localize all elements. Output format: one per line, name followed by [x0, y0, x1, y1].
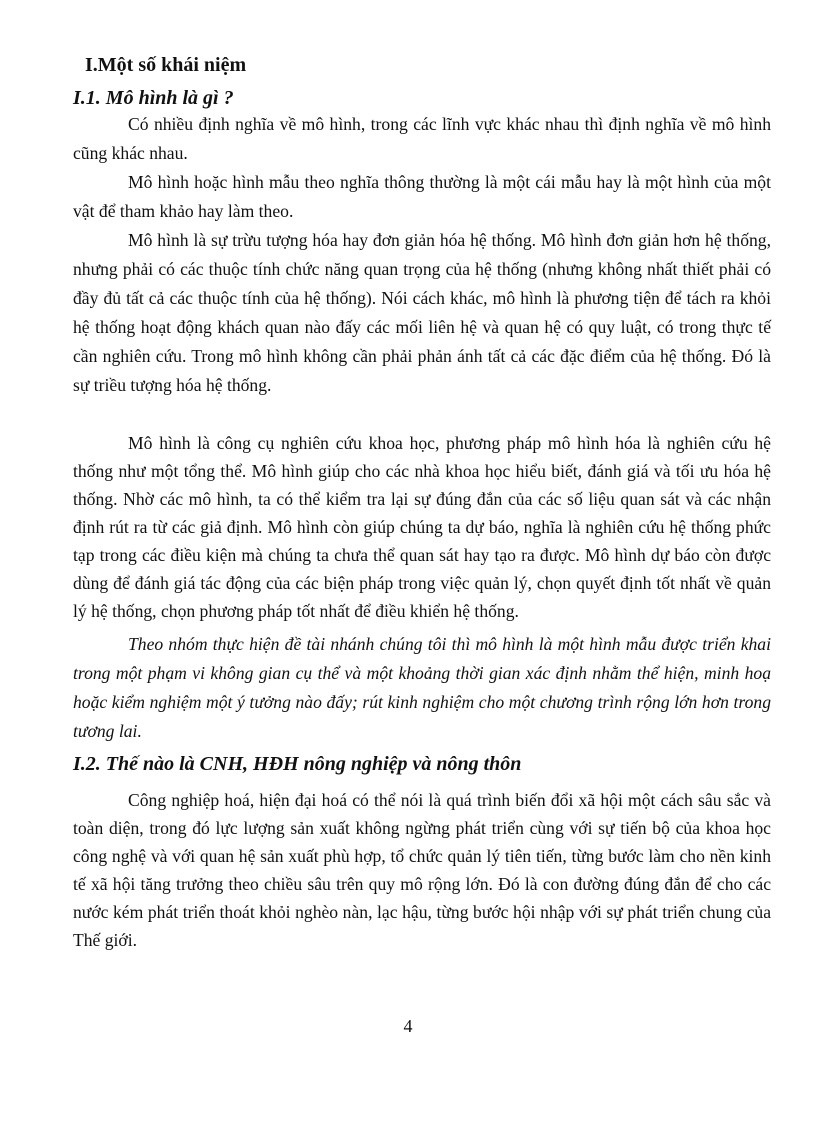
- section-1-paragraph-2: Mô hình hoặc hình mẫu theo nghĩa thông thường là một cái mẫu hay là một hình của một vật để tham khảo hay làm theo.: [73, 172, 771, 221]
- section-1-paragraph-3: Mô hình là sự trừu tượng hóa hay đơn giản hóa hệ thống. Mô hình đơn giản hơn hệ thống, nhưng phải có các thuộc tính chức năng quan trọng của hệ thống (nhưng không nhất thiết phải có đầy đủ tất cả các thuộc tính của hệ thống). Nói cách khác, mô hình là phương tiện để tách ra khỏi hệ thống hoạt động khách quan nào đấy các mối liên hệ và quan hệ có quy luật, có trong thực tế cần nghiên cứu. Trong mô hình không cần phải phản ánh tất cả các đặc điểm của hệ thống. Đó là sự triều tượng hóa hệ thống.: [73, 230, 771, 395]
- section-1-title: I.1. Mô hình là gì ?: [73, 87, 234, 109]
- section-2-paragraph-1: Công nghiệp hoá, hiện đại hoá có thể nói là quá trình biến đổi xã hội một cách sâu sắc và toàn diện, trong đó lực lượng sản xuất không ngừng phát triển cùng với sự tiến bộ của khoa học công nghệ và với quan hệ sản xuất phù hợp, tổ chức quản lý tiên tiến, từng bước làm cho nền kinh tế xã hội tăng trưởng theo chiều sâu trên quy mô rộng lớn. Đó là con đường đúng đắn để cho các nước kém phát triển thoát khỏi nghèo nàn, lạc hậu, từng bước hội nhập với sự phát triển chung của Thế giới.: [73, 790, 771, 950]
- section-1-paragraph-1: Có nhiều định nghĩa về mô hình, trong các lĩnh vực khác nhau thì định nghĩa về mô hình cũng khác nhau.: [73, 114, 771, 163]
- heading-main: I.Một số khái niệm: [85, 54, 247, 76]
- section-2-title: I.2. Thế nào là CNH, HĐH nông nghiệp và nông thôn: [73, 753, 522, 775]
- page-number: 4: [403, 1016, 413, 1036]
- section-1-paragraph-4: Mô hình là công cụ nghiên cứu khoa học, phương pháp mô hình hóa là nghiên cứu hệ thống như một tổng thể. Mô hình giúp cho các nhà khoa học hiểu biết, đánh giá và tối ưu hóa hệ thống. Nhờ các mô hình, ta có thể kiểm tra lại sự đúng đắn của các số liệu quan sát và các nhận định rút ra từ các giả định. Mô hình còn giúp chúng ta dự báo, nghĩa là nghiên cứu hệ thống phức tạp trong các điều kiện mà chúng ta chưa thể quan sát hay tạo ra được. Mô hình dự báo còn được dùng để đánh giá tác động của các biện pháp trong việc quản lý, chọn quyết định tốt nhất về quản lý hệ thống, chọn phương pháp tốt nhất để điều khiển hệ thống.: [73, 433, 771, 621]
- section-1-paragraph-5: Theo nhóm thực hiện đề tài nhánh chúng tôi thì mô hình là một hình mẫu được triển khai trong một phạm vi không gian cụ thể và một khoảng thời gian xác định nhằm thể hiện, minh hoạ hoặc kiểm nghiệm một ý tưởng nào đấy; rút kinh nghiệm cho một chương trình rộng lớn hơn trong tương lai.: [73, 634, 771, 741]
